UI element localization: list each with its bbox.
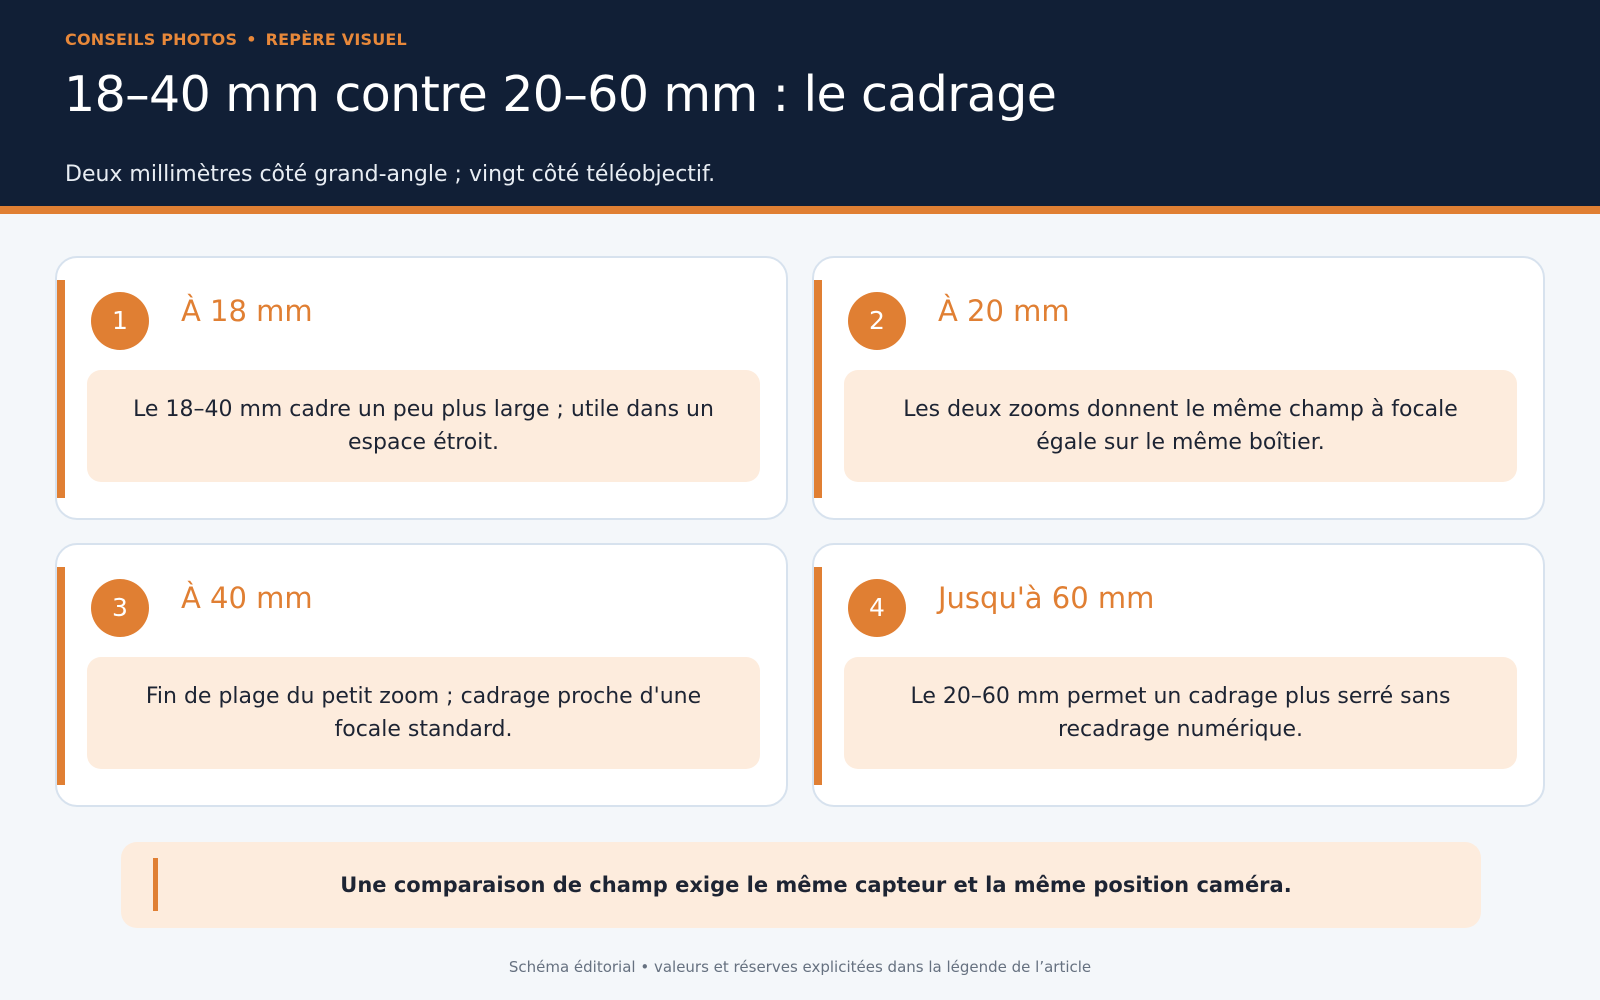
eyebrow-category: CONSEILS PHOTOS bbox=[65, 30, 238, 49]
card-accent-bar bbox=[57, 280, 65, 498]
eyebrow-separator: • bbox=[246, 30, 257, 49]
card-description: Le 18–40 mm cadre un peu plus large ; utile dans un espace étroit. bbox=[87, 370, 760, 482]
card-title: Jusqu'à 60 mm bbox=[938, 581, 1155, 615]
page-header bbox=[0, 0, 1600, 214]
card-title: À 40 mm bbox=[181, 581, 313, 615]
eyebrow-type: REPÈRE VISUEL bbox=[265, 30, 407, 49]
step-number-badge: 2 bbox=[848, 292, 906, 350]
card-18mm bbox=[55, 256, 788, 520]
card-description: Les deux zooms donnent le même champ à focale égale sur le même boîtier. bbox=[844, 370, 1517, 482]
card-title: À 20 mm bbox=[938, 294, 1070, 328]
step-number-badge: 3 bbox=[91, 579, 149, 637]
card-accent-bar bbox=[814, 280, 822, 498]
card-40mm bbox=[55, 543, 788, 807]
step-number-badge: 4 bbox=[848, 579, 906, 637]
card-title: À 18 mm bbox=[181, 294, 313, 328]
card-accent-bar bbox=[57, 567, 65, 785]
card-accent-bar bbox=[814, 567, 822, 785]
eyebrow bbox=[65, 30, 407, 49]
card-description: Le 20–60 mm permet un cadrage plus serré sans recadrage numérique. bbox=[844, 657, 1517, 769]
page-subtitle: Deux millimètres côté grand-angle ; vingt côté téléobjectif. bbox=[65, 162, 716, 187]
card-description: Fin de plage du petit zoom ; cadrage proche d'une focale standard. bbox=[87, 657, 760, 769]
card-20mm bbox=[812, 256, 1545, 520]
callout-note bbox=[121, 842, 1481, 928]
card-60mm bbox=[812, 543, 1545, 807]
step-number-badge: 1 bbox=[91, 292, 149, 350]
page-title: 18–40 mm contre 20–60 mm : le cadrage bbox=[64, 66, 1057, 123]
callout-text: Une comparaison de champ exige le même capteur et la même position caméra. bbox=[340, 873, 1292, 897]
footer-caption: Schéma éditorial • valeurs et réserves explicitées dans la légende de l’article bbox=[508, 958, 1092, 976]
